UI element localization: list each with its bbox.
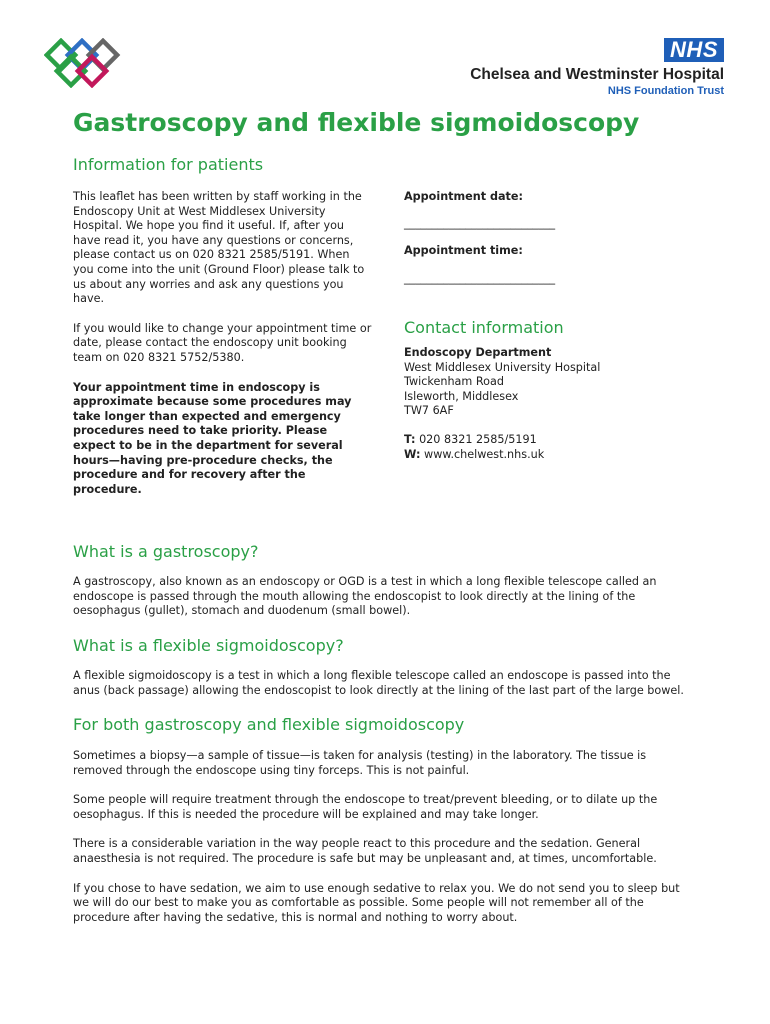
change-appointment-paragraph: If you would like to change your appointment time or date, please contact the endoscopy unit booking team on 020 8321 5752/5380. <box>73 321 372 364</box>
web-label: W: <box>404 447 421 461</box>
appointment-date-field[interactable]: ___________________________ <box>404 217 556 230</box>
contact-address-line: TW7 6AF <box>404 404 454 418</box>
sigmoidoscopy-heading: What is a flexible sigmoidoscopy? <box>73 636 344 655</box>
appointment-date-label: Appointment date: <box>404 190 523 203</box>
nhs-identity <box>470 38 724 97</box>
contact-address-line: Isleworth, Middlesex <box>404 389 519 403</box>
document-title: Gastroscopy and flexible sigmoidoscopy <box>73 108 640 137</box>
sedation-paragraph: If you chose to have sedation, we aim to use enough sedative to relax you. We do not send you to sleep but we will do our best to make you as comfortable as possible. Some people will not remember all of the procedure after having the sedative, this is normal and nothing to worry about. <box>73 881 680 924</box>
gastroscopy-heading: What is a gastroscopy? <box>73 542 259 561</box>
contact-address-line: West Middlesex University Hospital <box>404 360 601 374</box>
intro-paragraph: This leaflet has been written by staff working in the Endoscopy Unit at West Middlesex University Hospital. We hope you find it useful. If, after you have read it, you have any questions or concerns, please contact us on 020 8321 2585/5191. When you come into the unit (Ground Floor) please talk to us about any worries and ask any questions you have. <box>73 190 365 306</box>
sigmoidoscopy-body: A flexible sigmoidoscopy is a test in which a long flexible telescope called an endoscope is passed into the anus (back passage) allowing the endoscopist to look directly at the lining of the last part of the large bowel. <box>73 669 684 697</box>
section-both-procedures <box>73 715 693 925</box>
trust-name: NHS Foundation Trust <box>607 85 724 97</box>
trust-logo-diamonds-icon <box>44 38 130 88</box>
contact-phone <box>404 433 704 448</box>
biopsy-paragraph: Sometimes a biopsy—a sample of tissue—is taken for analysis (testing) in the laboratory. The tissue is removed through the endoscope using tiny forceps. This is not painful. <box>73 749 647 777</box>
hospital-name: Chelsea and Westminster Hospital <box>470 66 724 83</box>
contact-web <box>404 448 704 463</box>
treatment-paragraph: Some people will require treatment through the endoscope to treat/prevent bleeding, or to dilate up the oesophagus. If this is needed the procedure will be explained and may take longer. <box>73 793 658 821</box>
appointment-time-label: Appointment time: <box>404 244 523 257</box>
intro-column <box>73 190 373 497</box>
contact-address-line: Twickenham Road <box>404 375 504 389</box>
contact-heading: Contact information <box>404 318 564 337</box>
contact-department: Endoscopy Department <box>404 346 552 359</box>
section-gastroscopy <box>73 542 693 619</box>
phone-number: 020 8321 2585/5191 <box>419 432 537 446</box>
appointment-time-notice: Your appointment time in endoscopy is approximate because some procedures may take longer than expected and emergency procedures need to take priority. Please expect to be in the department for several hours—having pre-procedure checks, the procedure and for recovery after the procedure. <box>73 380 352 496</box>
web-link[interactable]: www.chelwest.nhs.uk <box>424 447 545 461</box>
phone-label: T: <box>404 432 416 446</box>
variation-paragraph: There is a considerable variation in the way people react to this procedure and the sedation. General anaesthesia is not required. The procedure is safe but may be unpleasant and, at times, uncomfortable. <box>73 837 657 865</box>
both-procedures-heading: For both gastroscopy and flexible sigmoidoscopy <box>73 715 465 734</box>
appointment-contact-column <box>404 190 704 462</box>
nhs-logo: NHS <box>664 38 724 62</box>
appointment-time-field[interactable]: ___________________________ <box>404 272 556 285</box>
document-subtitle: Information for patients <box>73 155 264 174</box>
gastroscopy-body: A gastroscopy, also known as an endoscopy or OGD is a test in which a long flexible telescope called an endoscope is passed through the mouth allowing the endoscopist to look directly at the lining of the oesophagus (gullet), stomach and duodenum (small bowel). <box>73 575 657 618</box>
section-sigmoidoscopy <box>73 636 693 698</box>
